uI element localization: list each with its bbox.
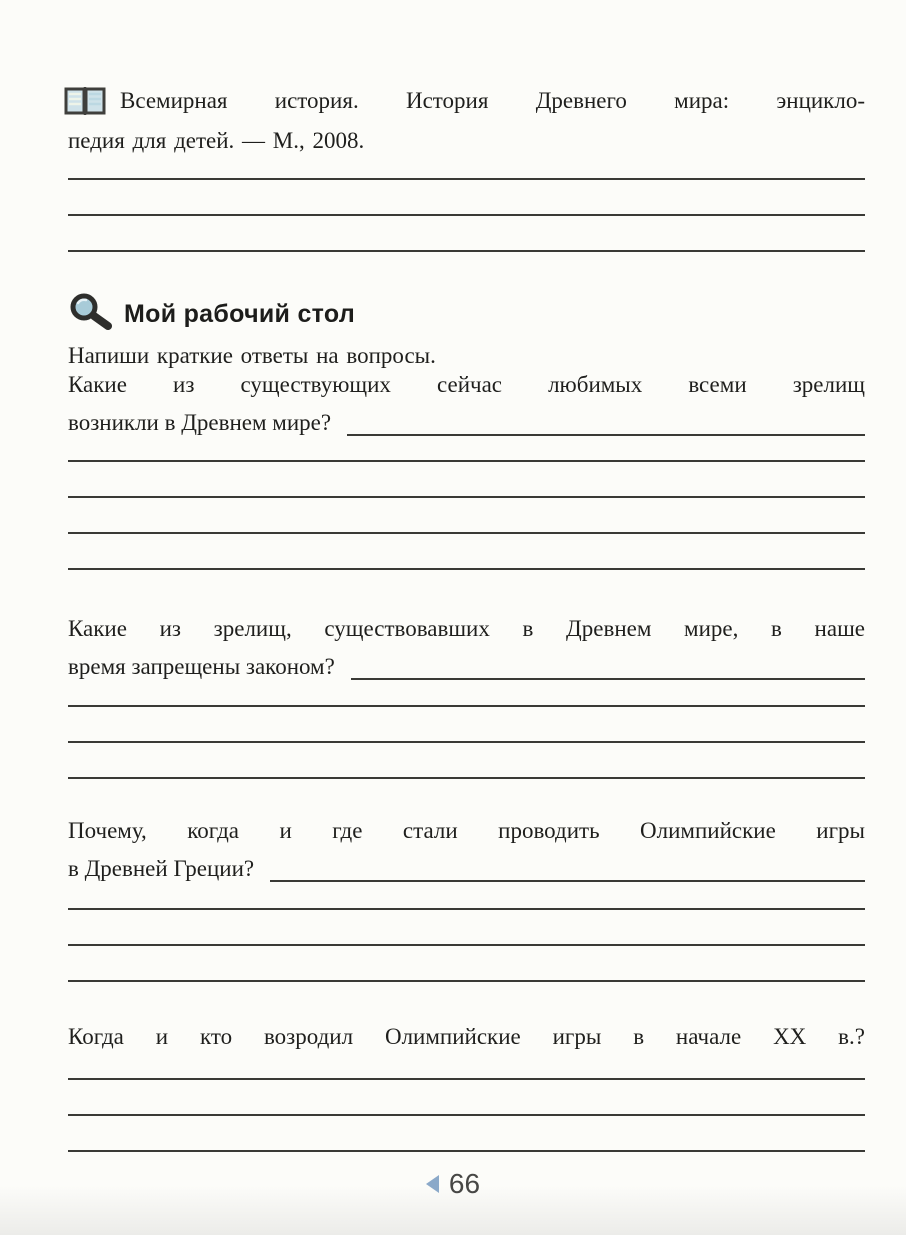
question-3-answer-lines bbox=[68, 874, 865, 982]
question-4-answer-lines bbox=[68, 1044, 865, 1152]
answer-line bbox=[68, 216, 865, 252]
answer-line bbox=[68, 910, 865, 946]
bibliography-line1: Всемирная история. История Древнего мира: энцикло- bbox=[120, 88, 865, 113]
question-1-line2: возникли в Древнем мире? bbox=[68, 410, 332, 435]
answer-line bbox=[68, 144, 865, 180]
question-2-line1: Какие из зрелищ, существовавших в Древнем мире, в наше bbox=[68, 616, 865, 641]
answer-line bbox=[68, 426, 865, 462]
page-number: 66 bbox=[448, 1168, 481, 1199]
section-heading bbox=[68, 292, 865, 337]
page-footer bbox=[0, 1168, 906, 1200]
answer-line bbox=[68, 743, 865, 779]
answer-line bbox=[68, 1080, 865, 1116]
question-1-line1: Какие из существующих сейчас любимых всеми зрелищ bbox=[68, 372, 865, 397]
answer-line bbox=[68, 946, 865, 982]
bibliography-answer-lines bbox=[68, 144, 865, 252]
open-book-icon bbox=[64, 85, 106, 122]
answer-line bbox=[68, 534, 865, 570]
question-4-line1: Когда и кто возродил Олимпийские игры в начале XX в.? bbox=[68, 1024, 865, 1049]
answer-line bbox=[68, 671, 865, 707]
answer-line bbox=[68, 180, 865, 216]
answer-line bbox=[68, 462, 865, 498]
answer-line bbox=[68, 1116, 865, 1152]
question-3-line2: в Древней Греции? bbox=[68, 856, 255, 881]
question-3-line1: Почему, когда и где стали проводить Олимпийские игры bbox=[68, 818, 865, 843]
answer-line bbox=[68, 874, 865, 910]
question-2-line2: время запрещены законом? bbox=[68, 654, 335, 679]
answer-line bbox=[68, 1044, 865, 1080]
answer-line bbox=[68, 707, 865, 743]
bibliography-line2: педия для детей. — М., 2008. bbox=[68, 128, 365, 153]
answer-line bbox=[68, 498, 865, 534]
left-triangle-icon bbox=[426, 1175, 439, 1193]
section-instruction: Напиши краткие ответы на вопросы. bbox=[68, 343, 436, 368]
section-title: Мой рабочий стол bbox=[124, 300, 356, 328]
magnifier-icon bbox=[68, 292, 112, 337]
question-2-answer-lines bbox=[68, 671, 865, 779]
question-1-answer-lines bbox=[68, 426, 865, 570]
